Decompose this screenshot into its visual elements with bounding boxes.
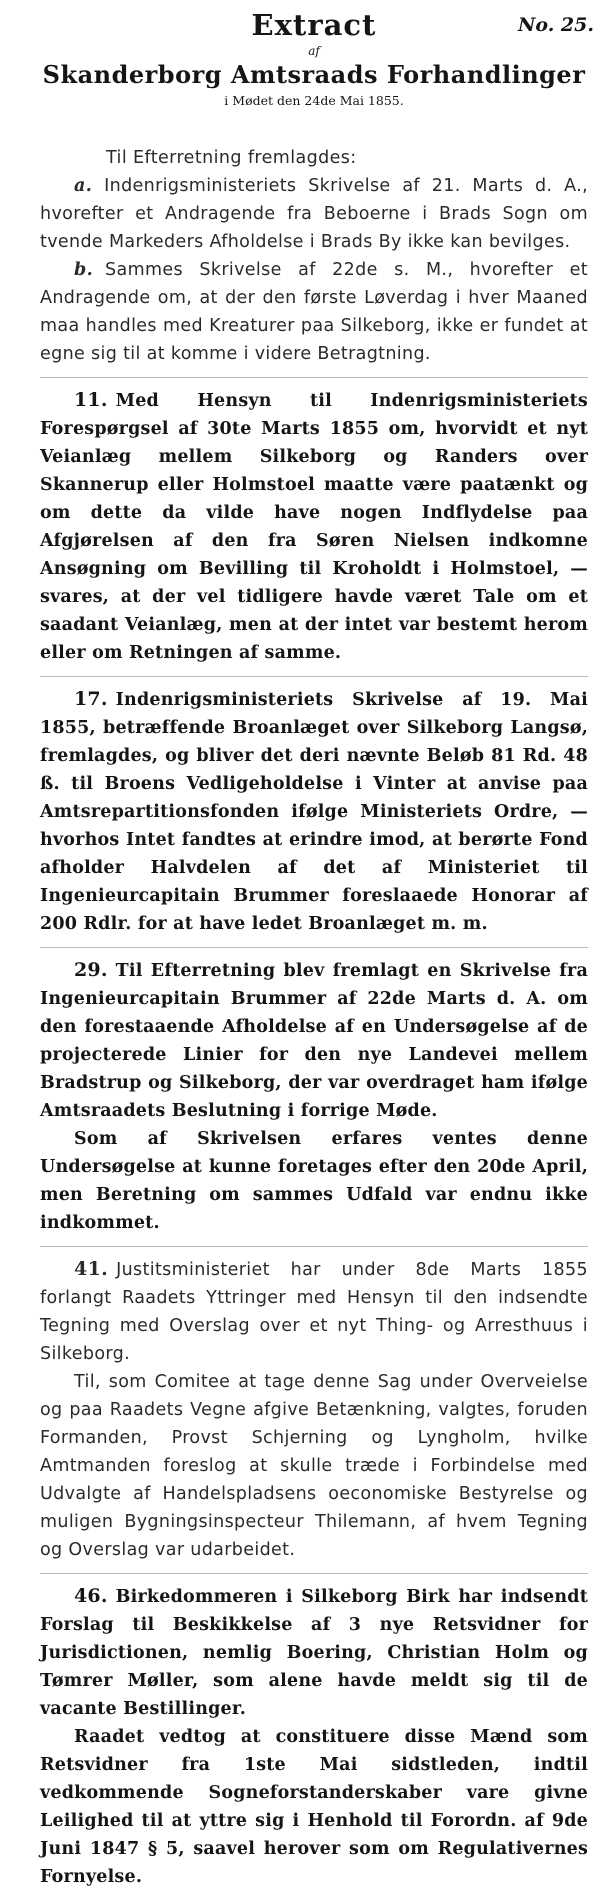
intro-item-text: Indenrigsministeriets Skrivelse af 21. Marts d. A., hvorefter et Andragende fra Beboerne i Brads Sogn om tvende Markeders Afholdelse i Brads By ikke kan bevilges.: [40, 176, 588, 252]
section-number: 29.: [74, 959, 108, 981]
section-41: [40, 1255, 588, 1564]
section-divider: [40, 1246, 588, 1247]
intro-heading: Til Efterretning fremlagdes:: [106, 148, 357, 168]
section-divider: [40, 1573, 588, 1574]
section-divider: [40, 947, 588, 948]
section-paragraph: [40, 1255, 588, 1368]
intro-item-letter: b.: [74, 260, 94, 280]
document-title: Extract: [251, 8, 377, 42]
issue-number: No. 25.: [518, 14, 594, 36]
document-subtitle: Skanderborg Amtsraads Forhandlinger: [42, 60, 586, 89]
meeting-date: i Mødet den 24de Mai 1855.: [224, 93, 404, 108]
section-divider: [40, 676, 588, 677]
title-connector: af: [308, 44, 320, 58]
section-17: [40, 685, 588, 938]
section-text: Justitsministeriet har under 8de Marts 1855 forlangt Raadets Yttringer med Hensyn til den indsendte Tegning med Overslag over et nyt Thing- og Arresthuus i Silkeborg.: [40, 1260, 588, 1364]
section-paragraph: Som af Skrivelsen erfares ventes denne Undersøgelse at kunne foretages efter den 20de April, men Beretning om sammes Udfald var endnu ikke indkommet.: [40, 1129, 588, 1233]
section-paragraph: [40, 386, 588, 667]
section-text: Med Hensyn til Indenrigsministeriets Forespørgsel af 30te Marts 1855 om, hvorvidt et nyt Veianlæg mellem Silkeborg og Randers over Skannerup eller Holmstoel maatte være paatænkt og om dette da vilde have nogen Indflydelse paa Afgjørelsen af den fra Søren Nielsen indkomne Ansøgning om Bevilling til Kroholdt i Holmstoel, — svares, at der vel tidligere havde været Tale om et saadant Veianlæg, men at der intet var bestemt herom eller om Retningen af samme.: [40, 391, 588, 663]
section-paragraph: Raadet vedtog at constituere disse Mænd som Retsvidner fra 1ste Mai sidstleden, indtil vedkommende Sogneforstanderskaber vare givne Leilighed til at yttre sig i Henhold til Forordn. af 9de Juni 1847 § 5, saavel herover som om Regulativernes Fornyelse.: [40, 1727, 588, 1887]
section-text: Indenrigsministeriets Skrivelse af 19. Mai 1855, betræffende Broanlæget over Silkeborg Langsø, fremlagdes, og bliver det deri nævnte Beløb 81 Rd. 48 ß. til Broens Vedligeholdelse i Vinter at anvise paa Amtsrepartitionsfonden ifølge Ministeriets Ordre, — hvorhos Intet fandtes at erindre imod, at berørte Fond afholder Halvdelen af det af Ministeriet til Ingenieurcapitain Brummer foreslaaede Honorar af 200 Rdlr. for at have ledet Broanlæget m. m.: [40, 690, 588, 934]
section-number: 11.: [74, 389, 108, 411]
section-46: [40, 1582, 588, 1891]
section-text: Birkedommeren i Silkeborg Birk har indsendt Forslag til Beskikkelse af 3 nye Retsvidner for Jurisdictionen, nemlig Boering, Christian Holm og Tømrer Møller, som alene havde meldt sig til de vacante Bestillinger.: [40, 1587, 588, 1719]
section-29: [40, 956, 588, 1237]
section-number: 17.: [74, 688, 108, 710]
section-number: 46.: [74, 1585, 108, 1607]
intro-item-text: Sammes Skrivelse af 22de s. M., hvorefter et Andragende om, at der den første Løverdag i hver Maaned maa handles med Kreaturer paa Silkeborg, ikke er fundet at egne sig til at komme i videre Betragtning.: [40, 260, 588, 364]
intro-item-letter: a.: [74, 176, 93, 196]
section-divider: [40, 377, 588, 378]
section-text: Til Efterretning blev fremlagt en Skrivelse fra Ingenieurcapitain Brummer af 22de Marts d. A. om den forestaaende Afholdelse af en Undersøgelse af de projecterede Linier for den nye Landevei mellem Bradstrup og Silkeborg, der var overdraget ham ifølge Amtsraadets Beslutning i forrige Møde.: [40, 961, 588, 1121]
intro-block: [40, 148, 588, 368]
section-paragraph: [40, 1582, 588, 1723]
section-paragraph: [40, 956, 588, 1125]
intro-item-b: [40, 256, 588, 368]
section-number: 41.: [74, 1258, 109, 1280]
document-header: [40, 8, 594, 136]
section-paragraph: Til, som Comitee at tage denne Sag under Overveielse og paa Raadets Vegne afgive Betænkning, valgtes, foruden Formanden, Provst Schjerning og Lyngholm, hvilke Amtmanden foreslog at skulle træde i Forbindelse med Udvalgte af Handelspladsens oeconomiske Bestyrelse og muligen Bygningsinspecteur Thilemann, af hvem Tegning og Overslag var udarbeidet.: [40, 1372, 588, 1560]
intro-item-a: [40, 172, 588, 256]
section-11: [40, 386, 588, 667]
section-paragraph: [40, 685, 588, 938]
